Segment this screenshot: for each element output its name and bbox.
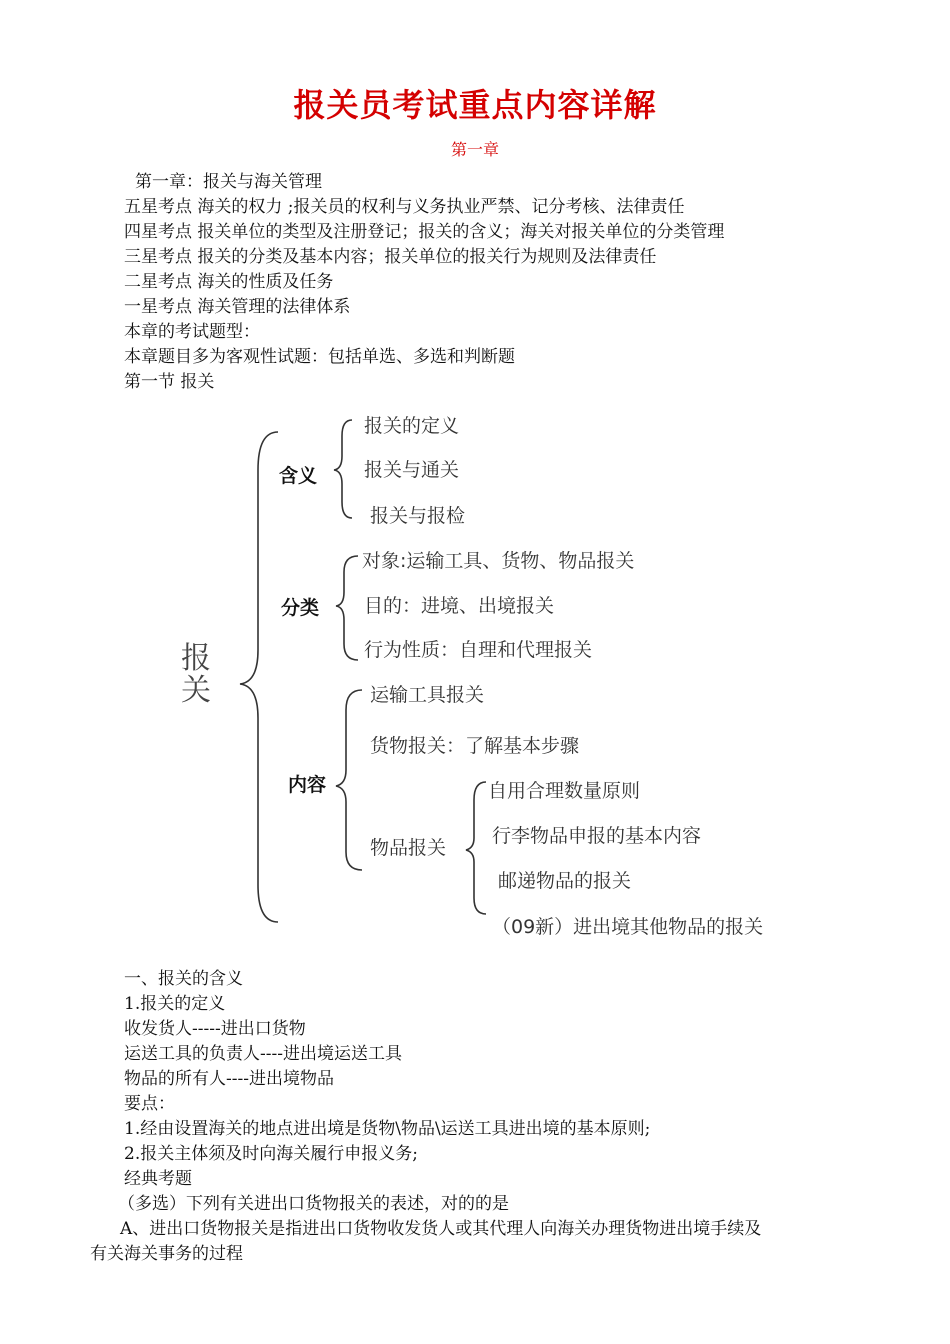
classification-brace xyxy=(336,556,358,660)
meaning-item: 报关与报检 xyxy=(370,505,466,527)
body-line: 运送工具的负责人----进出境运送工具 xyxy=(124,1044,402,1064)
goods-item: 行李物品申报的基本内容 xyxy=(492,825,702,847)
body-line: 物品的所有人----进出境物品 xyxy=(124,1069,334,1089)
meaning-item: 报关与通关 xyxy=(364,459,460,481)
question-line: （多选）下列有关进出口货物报关的表述，对的的是 xyxy=(118,1194,509,1214)
classification-label: 分类 xyxy=(281,597,320,619)
option-line: A、进出口货物报关是指进出口货物收发货人或其代理人向海关办理货物进出境手续及 xyxy=(120,1219,762,1239)
content-item: 运输工具报关 xyxy=(370,684,485,706)
intro-line: 三星考点 报关的分类及基本内容；报关单位的报关行为规则及法律责任 xyxy=(124,247,657,267)
chapter-subtitle: 第一章 xyxy=(450,140,499,159)
body-line: 1.经由设置海关的地点进出境是货物\物品\运送工具进出境的基本原则; xyxy=(124,1119,651,1139)
intro-line: 二星考点 海关的性质及任务 xyxy=(124,272,334,292)
content-brace xyxy=(336,690,362,870)
intro-line: 四星考点 报关单位的类型及注册登记；报关的含义；海关对报关单位的分类管理 xyxy=(124,222,725,242)
body-line: 要点： xyxy=(124,1094,175,1114)
intro-line: 五星考点 海关的权力 ;报关员的权利与义务执业严禁、记分考核、法律责任 xyxy=(124,197,685,217)
content-label: 内容 xyxy=(288,774,327,796)
page-title: 报关员考试重点内容详解 xyxy=(293,86,657,124)
body-line: 2.报关主体须及时向海关履行申报义务; xyxy=(124,1144,418,1164)
classification-item: 对象:运输工具、货物、物品报关 xyxy=(362,550,635,572)
body-line: 1.报关的定义 xyxy=(124,994,226,1014)
root-brace xyxy=(240,432,278,922)
classification-item: 目的：进境、出境报关 xyxy=(364,595,555,617)
root-char: 关 xyxy=(181,673,211,708)
root-char: 报 xyxy=(181,641,211,676)
goods-item: （09新）进出境其他物品的报关 xyxy=(492,916,764,938)
goods-item: 自用合理数量原则 xyxy=(488,780,641,802)
intro-line: 一星考点 海关管理的法律体系 xyxy=(124,297,351,317)
content-item: 货物报关：了解基本步骤 xyxy=(370,735,580,757)
classification-item: 行为性质：自理和代理报关 xyxy=(364,639,593,661)
intro-line: 第一节 报关 xyxy=(124,372,215,392)
meaning-brace xyxy=(334,420,352,518)
body-line: 收发货人-----进出口货物 xyxy=(124,1019,306,1039)
meaning-label: 含义 xyxy=(279,465,318,487)
option-line: 有关海关事务的过程 xyxy=(90,1244,243,1264)
body-line: 一、报关的含义 xyxy=(124,969,243,989)
intro-line: 第一章：报关与海关管理 xyxy=(135,172,322,192)
intro-line: 本章题目多为客观性试题：包括单选、多选和判断题 xyxy=(124,347,515,367)
goods-item: 邮递物品的报关 xyxy=(498,870,632,892)
meaning-item: 报关的定义 xyxy=(364,415,460,437)
goods-label: 物品报关 xyxy=(370,837,447,859)
body-line: 经典考题 xyxy=(124,1169,192,1189)
intro-line: 本章的考试题型： xyxy=(124,322,260,342)
goods-brace xyxy=(466,782,486,914)
